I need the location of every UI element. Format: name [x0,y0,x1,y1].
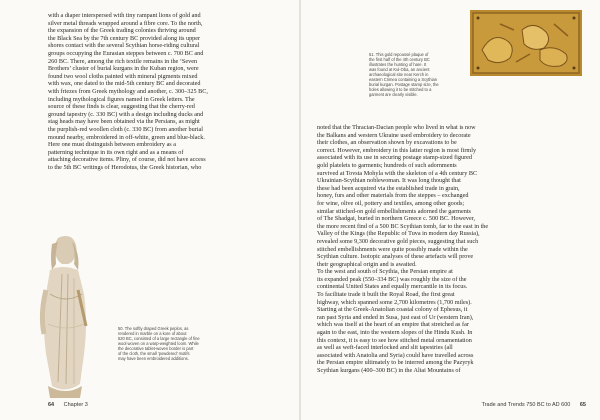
body-line: silver metal threads wrapped around a fibre core. To the north, [48,19,203,27]
caption-line: 50. The softly draped Greek peplos, as [118,326,189,331]
left-folio [48,402,88,408]
right-running-head: Trade and Trends 750 BC to AD 600 [481,402,571,408]
kore-statue-image [22,234,108,400]
body-line: the Persian empire ultimately to be interred among the Pazyryk [317,359,474,367]
body-line: for wine, olive oil, pottery and textiles, among other goods; [317,199,465,207]
caption-line: the decorative tablet-woven border is part [118,346,194,351]
body-line: Brothers’ cluster of burial kurgans in the Kuban region, were [48,65,199,73]
caption-line: was found at Kul-Oba, an ancient [369,67,430,72]
body-line: associated with Anatolia and Syria) could have travelled across [317,351,474,359]
body-line: Ukrainian-Scythian noblewoman. It was long thought that [317,177,461,185]
caption-line: illustrates the hunting of hare. It [369,62,427,67]
body-line: as well as weft-faced interlocked and slit tapestries (all [317,344,453,352]
body-line: noted that the Thracian-Dacian people who lived in what is now [317,124,476,131]
body-line: including mythological figures named in Greek letters. The [48,95,195,103]
body-line: the expansion of the Greek trading colonies thriving around [48,27,196,35]
body-line: To the west and south of Scythia, the Persian empire at [317,268,453,276]
caption-line: may have been embroidered additions. [118,356,189,361]
body-line: shores contact with the several Scythian horse-riding cultural [48,42,200,50]
body-line: their geographical origin and is awaited. [317,260,417,268]
body-line: source of these finds is clear, suggesting that the cherry-red [48,103,195,111]
caption-line: the first half of the 4th century BC [369,57,430,62]
body-line: attaching decorative items. Pliny, of course, did not have access [48,156,206,164]
body-line: found two wool cloths painted with mineral pigments mixed [48,72,198,80]
body-line: Scythian kurgans (400–300 BC) in the Altai Mountains of [317,367,461,374]
body-line: again to the east, into the western slopes of the Hindu Kush. In [317,329,473,337]
body-line: Valley of the Kings (the Republic of Tuva in modern day Russia), [317,230,480,238]
body-line: survived at Tovsta Mohyla with the skeleton of a 4th century BC [317,169,478,177]
body-line: this context, it is easy to see how stitched metal ornamentation [317,336,472,344]
body-line: with wax, one dated to the mid-5th century BC and decorated [48,80,201,88]
body-line: stag heads may have been obtained via the Persians, as might [48,118,200,126]
body-line: its expanded peak (550–334 BC) was roughly the size of the [317,275,467,283]
body-line: revealed some 9,300 decorative gold pieces, suggesting that such [317,237,479,245]
body-line: which was itself at the heart of an empire that stretched as far [317,321,469,329]
body-line: gold platelets to garments; hundreds of such adornments [317,161,457,169]
body-line: their clothes, an observation shown by excavations to be [317,139,457,147]
body-line: with a diaper interspersed with tiny rampant lions of gold and [48,12,201,19]
body-line: of The Shadgai, buried in northern Greece c. 500 BC. However, [317,215,476,223]
body-line: the Black Sea by the 7th century BC provided along its upper [48,34,201,42]
body-line: Starting at the Greek-Anatolian coastal colony of Ephesus, it [317,306,468,314]
caption-line: rendered in marble on a kore of about [118,331,187,336]
body-line: 260 BC. There, among the rich textile remains in the ‘Seven [48,57,198,65]
body-line: highway, which spanned some 2,700 kilometres (1,700 miles). [317,298,472,306]
body-line: mound nearby, embroidered in off-white, green and blue-black. [48,133,205,141]
body-line: the Balkans and western Ukraine used embroidery to decorate [317,131,471,139]
body-line: Scythian culture. Isotopic analyses of these artefacts will prove [317,253,474,261]
caption-line: garment are clearly visible. [369,92,418,97]
caption-line: 51. This gold repoussé plaque of [369,52,429,57]
body-line: groups occupying the Eurasian steppes between c. 700 BC and [48,49,204,57]
body-line: patterning technique in its own right and as a means of [48,148,184,156]
body-line: to the 5th BC writings of Herodotus, the Greek historian, who [48,163,202,171]
caption-line: archaeological site near Kerch in [369,72,429,77]
caption-line: 520 BC, consisted of a large rectangle of fine [118,336,200,341]
caption-line: eastern Crimea containing a Scythian [369,77,438,82]
body-line: with friezes from Greek mythology and another, c. 300–325 BC, [48,87,208,95]
caption-line: wool woven on a warp-weighted loom. While [118,341,199,346]
body-line: the more recent find of a 500 BC Scythian tomb, far to the east in the [317,222,489,230]
body-line: the purplish-red woollen cloth (c. 330 BC) from another burial [48,125,203,133]
body-line: Here one must distinguish between embroidery as a [48,141,177,149]
right-page-number: 65 [579,402,586,408]
body-line: To facilitate trade it built the Royal Road, the first great [317,291,455,299]
body-line: ground tapestry (c. 330 BC) with a design including ducks and [48,110,204,118]
body-line: stitched embellishments were quite possibly made within the [317,245,468,253]
figure-50-caption [118,326,238,361]
left-body-text [48,12,280,171]
left-page [0,0,299,420]
body-line: associated with its use in securing postage stamp-sized figured [317,154,472,162]
figure-51-caption [369,52,469,97]
left-running-head: Chapter 3 [63,402,88,408]
body-line: these had been acquired via the established trade in grain, [317,184,460,192]
right-folio [482,402,586,408]
body-line: correct. However, embroidery in this latter region is most firmly [317,146,477,154]
body-line: similar stitched-on gold embellishments adorned the garments [317,207,471,215]
gold-plaque-image [470,10,582,76]
caption-line: burial kurgan. Postage stamp size, the [369,82,439,87]
body-line: honey, furs and other materials from the steppes – exchanged [317,192,469,200]
right-body-text [317,124,587,375]
caption-line: holes allowing it to be stitched to a [369,87,432,92]
body-line: continental United States and equally mercantile in its focus. [317,283,468,291]
right-page [301,0,600,420]
caption-line: of the cloth, the small ‘powdered’ motifs [118,351,190,356]
left-page-number: 64 [48,402,55,408]
body-line: ran past Syria and ended in Susa, just east of Ur (western Iran), [317,313,474,321]
